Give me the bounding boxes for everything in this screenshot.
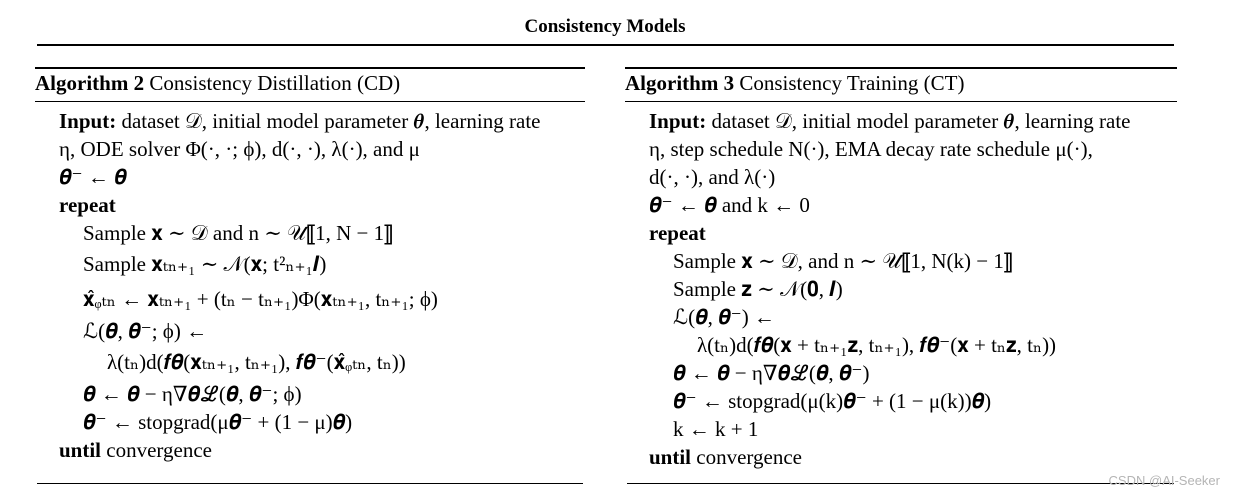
algorithm-line (625, 303, 1177, 331)
line-text: λ(tₙ)d(𝒇𝜽(𝐱 + tₙ₊₁𝐳, tₙ₊₁), 𝒇𝜽⁻(𝐱 + tₙ𝐳, tₙ)) (697, 333, 1057, 357)
algorithm-line (625, 191, 1177, 219)
line-text: 𝜽⁻ ← stopgrad(μ(k)𝜽⁻ + (1 − μ(k))𝜽) (673, 389, 992, 413)
algorithm-line (35, 317, 585, 345)
top-rule (37, 44, 1174, 46)
line-text: ℒ(𝜽, 𝜽⁻) ← (673, 305, 775, 329)
page-title: Consistency Models (524, 16, 686, 37)
algorithm-line (625, 443, 1177, 471)
algorithm-number: Algorithm 3 (625, 71, 735, 95)
algorithm-line (625, 415, 1177, 443)
line-text: ℒ(𝜽, 𝜽⁻; ϕ) ← (83, 319, 208, 343)
line-text: 𝜽 ← 𝜽 − η∇𝜽ℒ(𝜽, 𝜽⁻; ϕ) (83, 382, 302, 406)
line-text: k ← k + 1 (673, 417, 759, 441)
algorithm-line (35, 219, 585, 247)
algorithm-line (35, 163, 585, 191)
algorithm-line (35, 436, 585, 464)
line-text: λ(tₙ)d(𝒇𝜽(𝐱ₜₙ₊₁, tₙ₊₁), 𝒇𝜽⁻(𝐱̂ᵩₜₙ, tₙ)) (107, 350, 406, 374)
algorithm-line (35, 135, 585, 163)
algorithm-cd (35, 67, 585, 464)
keyword: Input: (59, 109, 117, 133)
keyword: Input: (649, 109, 707, 133)
keyword: until (59, 438, 102, 462)
line-text: Sample 𝐳 ∼ 𝒩(𝟎, 𝑰) (673, 277, 843, 301)
algorithm-header (625, 67, 1177, 102)
line-text: η, step schedule N(·), EMA decay rate schedule μ(·), (649, 137, 1093, 161)
algorithm-line (35, 107, 585, 135)
line-text: d(·, ·), and λ(·) (649, 165, 776, 189)
keyword: until (649, 445, 692, 469)
line-text: Sample 𝐱 ∼ 𝒟, and n ∼ 𝒰⟦1, N(k) − 1⟧ (673, 249, 1014, 273)
line-text: Sample 𝐱ₜₙ₊₁ ∼ 𝒩(𝐱; t²ₙ₊₁𝑰) (83, 252, 327, 276)
bottom-rule-left (37, 483, 583, 484)
keyword: repeat (649, 221, 706, 245)
algorithm-line (35, 247, 585, 282)
line-text: 𝜽⁻ ← 𝜽 and k ← 0 (649, 193, 810, 217)
algorithm-line (625, 163, 1177, 191)
line-text: 𝜽⁻ ← stopgrad(μ𝜽⁻ + (1 − μ)𝜽) (83, 410, 353, 434)
algorithm-line (625, 387, 1177, 415)
algorithm-header (35, 67, 585, 102)
line-text: Sample 𝐱 ∼ 𝒟 and n ∼ 𝒰⟦1, N − 1⟧ (83, 221, 394, 245)
line-text: 𝜽 ← 𝜽 − η∇𝜽ℒ(𝜽, 𝜽⁻) (673, 361, 870, 385)
algorithm-line (625, 331, 1177, 359)
algorithm-line (625, 275, 1177, 303)
algorithm-body (35, 102, 585, 464)
line-text: convergence (101, 438, 212, 462)
line-text: 𝜽⁻ ← 𝜽 (59, 165, 127, 189)
algorithm-body (625, 102, 1177, 471)
algorithm-title: Consistency Distillation (CD) (149, 71, 401, 95)
line-text: 𝐱̂ᵩₜₙ ← 𝐱ₜₙ₊₁ + (tₙ − tₙ₊₁)Φ(𝐱ₜₙ₊₁, tₙ₊₁; ϕ) (83, 287, 438, 311)
algorithm-line (35, 345, 585, 380)
algorithm-line (625, 107, 1177, 135)
algorithm-line (625, 219, 1177, 247)
algorithm-line (625, 135, 1177, 163)
algorithm-title: Consistency Training (CT) (739, 71, 965, 95)
algorithm-line (35, 380, 585, 408)
watermark: CSDN @AI-Seeker (1108, 473, 1220, 488)
line-text: η, ODE solver Φ(·, ·; ϕ), d(·, ·), λ(·), and μ (59, 137, 420, 161)
algorithm-line (35, 408, 585, 436)
line-text: dataset 𝒟, initial model parameter 𝜽, learning rate (116, 109, 541, 133)
keyword: repeat (59, 193, 116, 217)
line-text: convergence (691, 445, 802, 469)
algorithm-ct (625, 67, 1177, 471)
algorithm-line (625, 247, 1177, 275)
algorithm-line (625, 359, 1177, 387)
algorithm-line (35, 282, 585, 317)
line-text: dataset 𝒟, initial model parameter 𝜽, learning rate (706, 109, 1131, 133)
algorithm-line (35, 191, 585, 219)
bottom-rule-right (627, 483, 1174, 484)
algorithm-number: Algorithm 2 (35, 71, 145, 95)
